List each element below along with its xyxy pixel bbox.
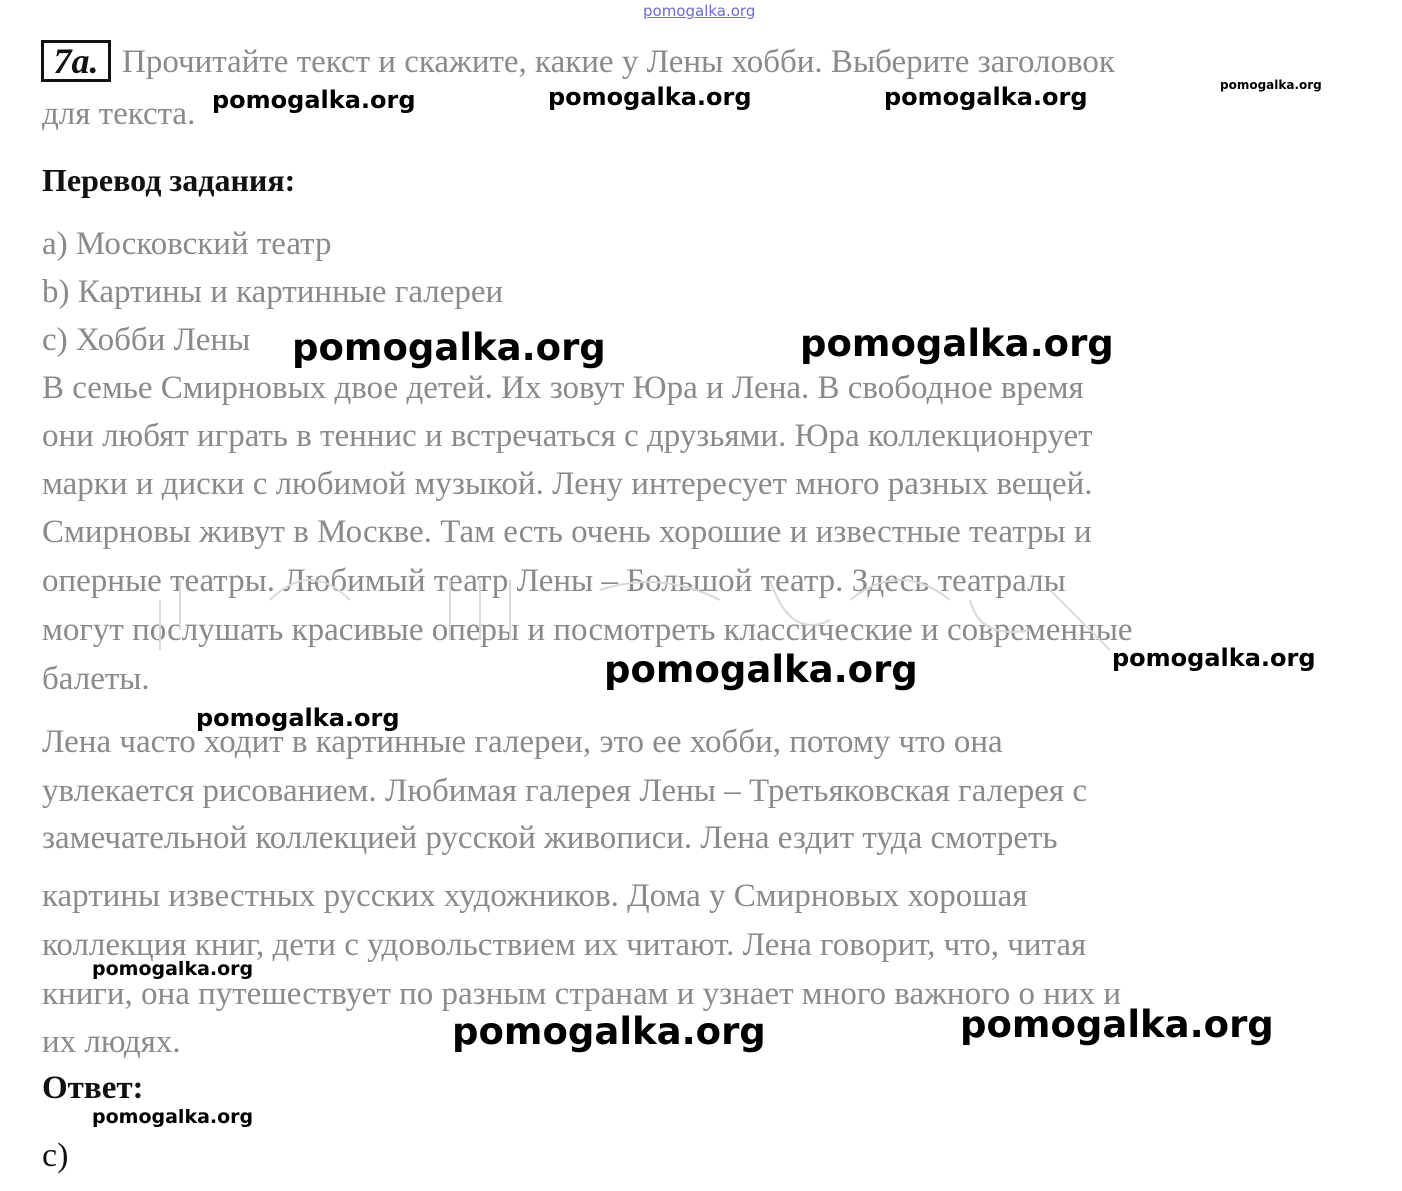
watermark: pomogalka.org [604, 648, 918, 691]
top-watermark-link[interactable]: pomogalka.org [643, 2, 756, 20]
answer-value: c) [42, 1137, 69, 1174]
paragraph1-line: могут послушать красивые оперы и посмотреть классические и современные [42, 612, 1133, 648]
watermark: pomogalka.org [92, 1106, 254, 1128]
paragraph2-line: коллекция книг, дети с удовольствием их читают. Лена говорит, что, читая [42, 927, 1087, 963]
task-instruction-line-1: Прочитайте текст и скажите, какие у Лены хобби. Выберите заголовок [122, 44, 1115, 80]
watermark: pomogalka.org [196, 704, 400, 732]
option-a: a) Московский театр [42, 226, 332, 262]
paragraph1-line: В семье Смирновых двое детей. Их зовут Юра и Лена. В свободное время [42, 370, 1084, 406]
paragraph2-line: картины известных русских художников. Дома у Смирновых хорошая [42, 878, 1028, 914]
answer-heading: Ответ: [42, 1070, 144, 1106]
watermark: pomogalka.org [1112, 644, 1316, 672]
option-c: c) Хобби Лены [42, 322, 251, 358]
watermark: pomogalka.org [800, 322, 1114, 365]
paragraph2-line: книги, она путешествует по разным странам и узнает много важного о них и [42, 976, 1122, 1012]
paragraph2-line: замечательной коллекцией русской живописи. Лена ездит туда смотреть [42, 820, 1058, 856]
paragraph1-line: оперные театры. Любимый театр Лены – Большой театр. Здесь театралы [42, 563, 1066, 599]
watermark: pomogalka.org [452, 1010, 766, 1053]
watermark: pomogalka.org [212, 86, 416, 114]
paragraph2-line: увлекается рисованием. Любимая галерея Лены – Третьяковская галерея с [42, 773, 1087, 809]
translation-heading: Перевод задания: [42, 162, 296, 198]
paragraph1-line: балеты. [42, 661, 150, 697]
watermark: pomogalka.org [960, 1003, 1274, 1046]
task-instruction-line-2: для текста. [42, 96, 196, 132]
paragraph1-line: Смирновы живут в Москве. Там есть очень хорошие и известные театры и [42, 514, 1092, 550]
watermark: pomogalka.org [548, 83, 752, 111]
option-b: b) Картины и картинные галереи [42, 274, 504, 310]
watermark: pomogalka.org [92, 958, 254, 980]
watermark: pomogalka.org [884, 83, 1088, 111]
task-number-badge: 7a. [41, 40, 111, 82]
watermark: pomogalka.org [292, 326, 606, 369]
paragraph2-line: их людях. [42, 1024, 181, 1060]
paragraph1-line: они любят играть в теннис и встречаться с друзьями. Юра коллекционрует [42, 418, 1093, 454]
watermark: pomogalka.org [1220, 78, 1322, 92]
paragraph1-line: марки и диски с любимой музыкой. Лену интересует много разных вещей. [42, 466, 1093, 502]
paragraph2-line: Лена часто ходит в картинные галереи, это ее хобби, потому что она [42, 724, 1003, 760]
